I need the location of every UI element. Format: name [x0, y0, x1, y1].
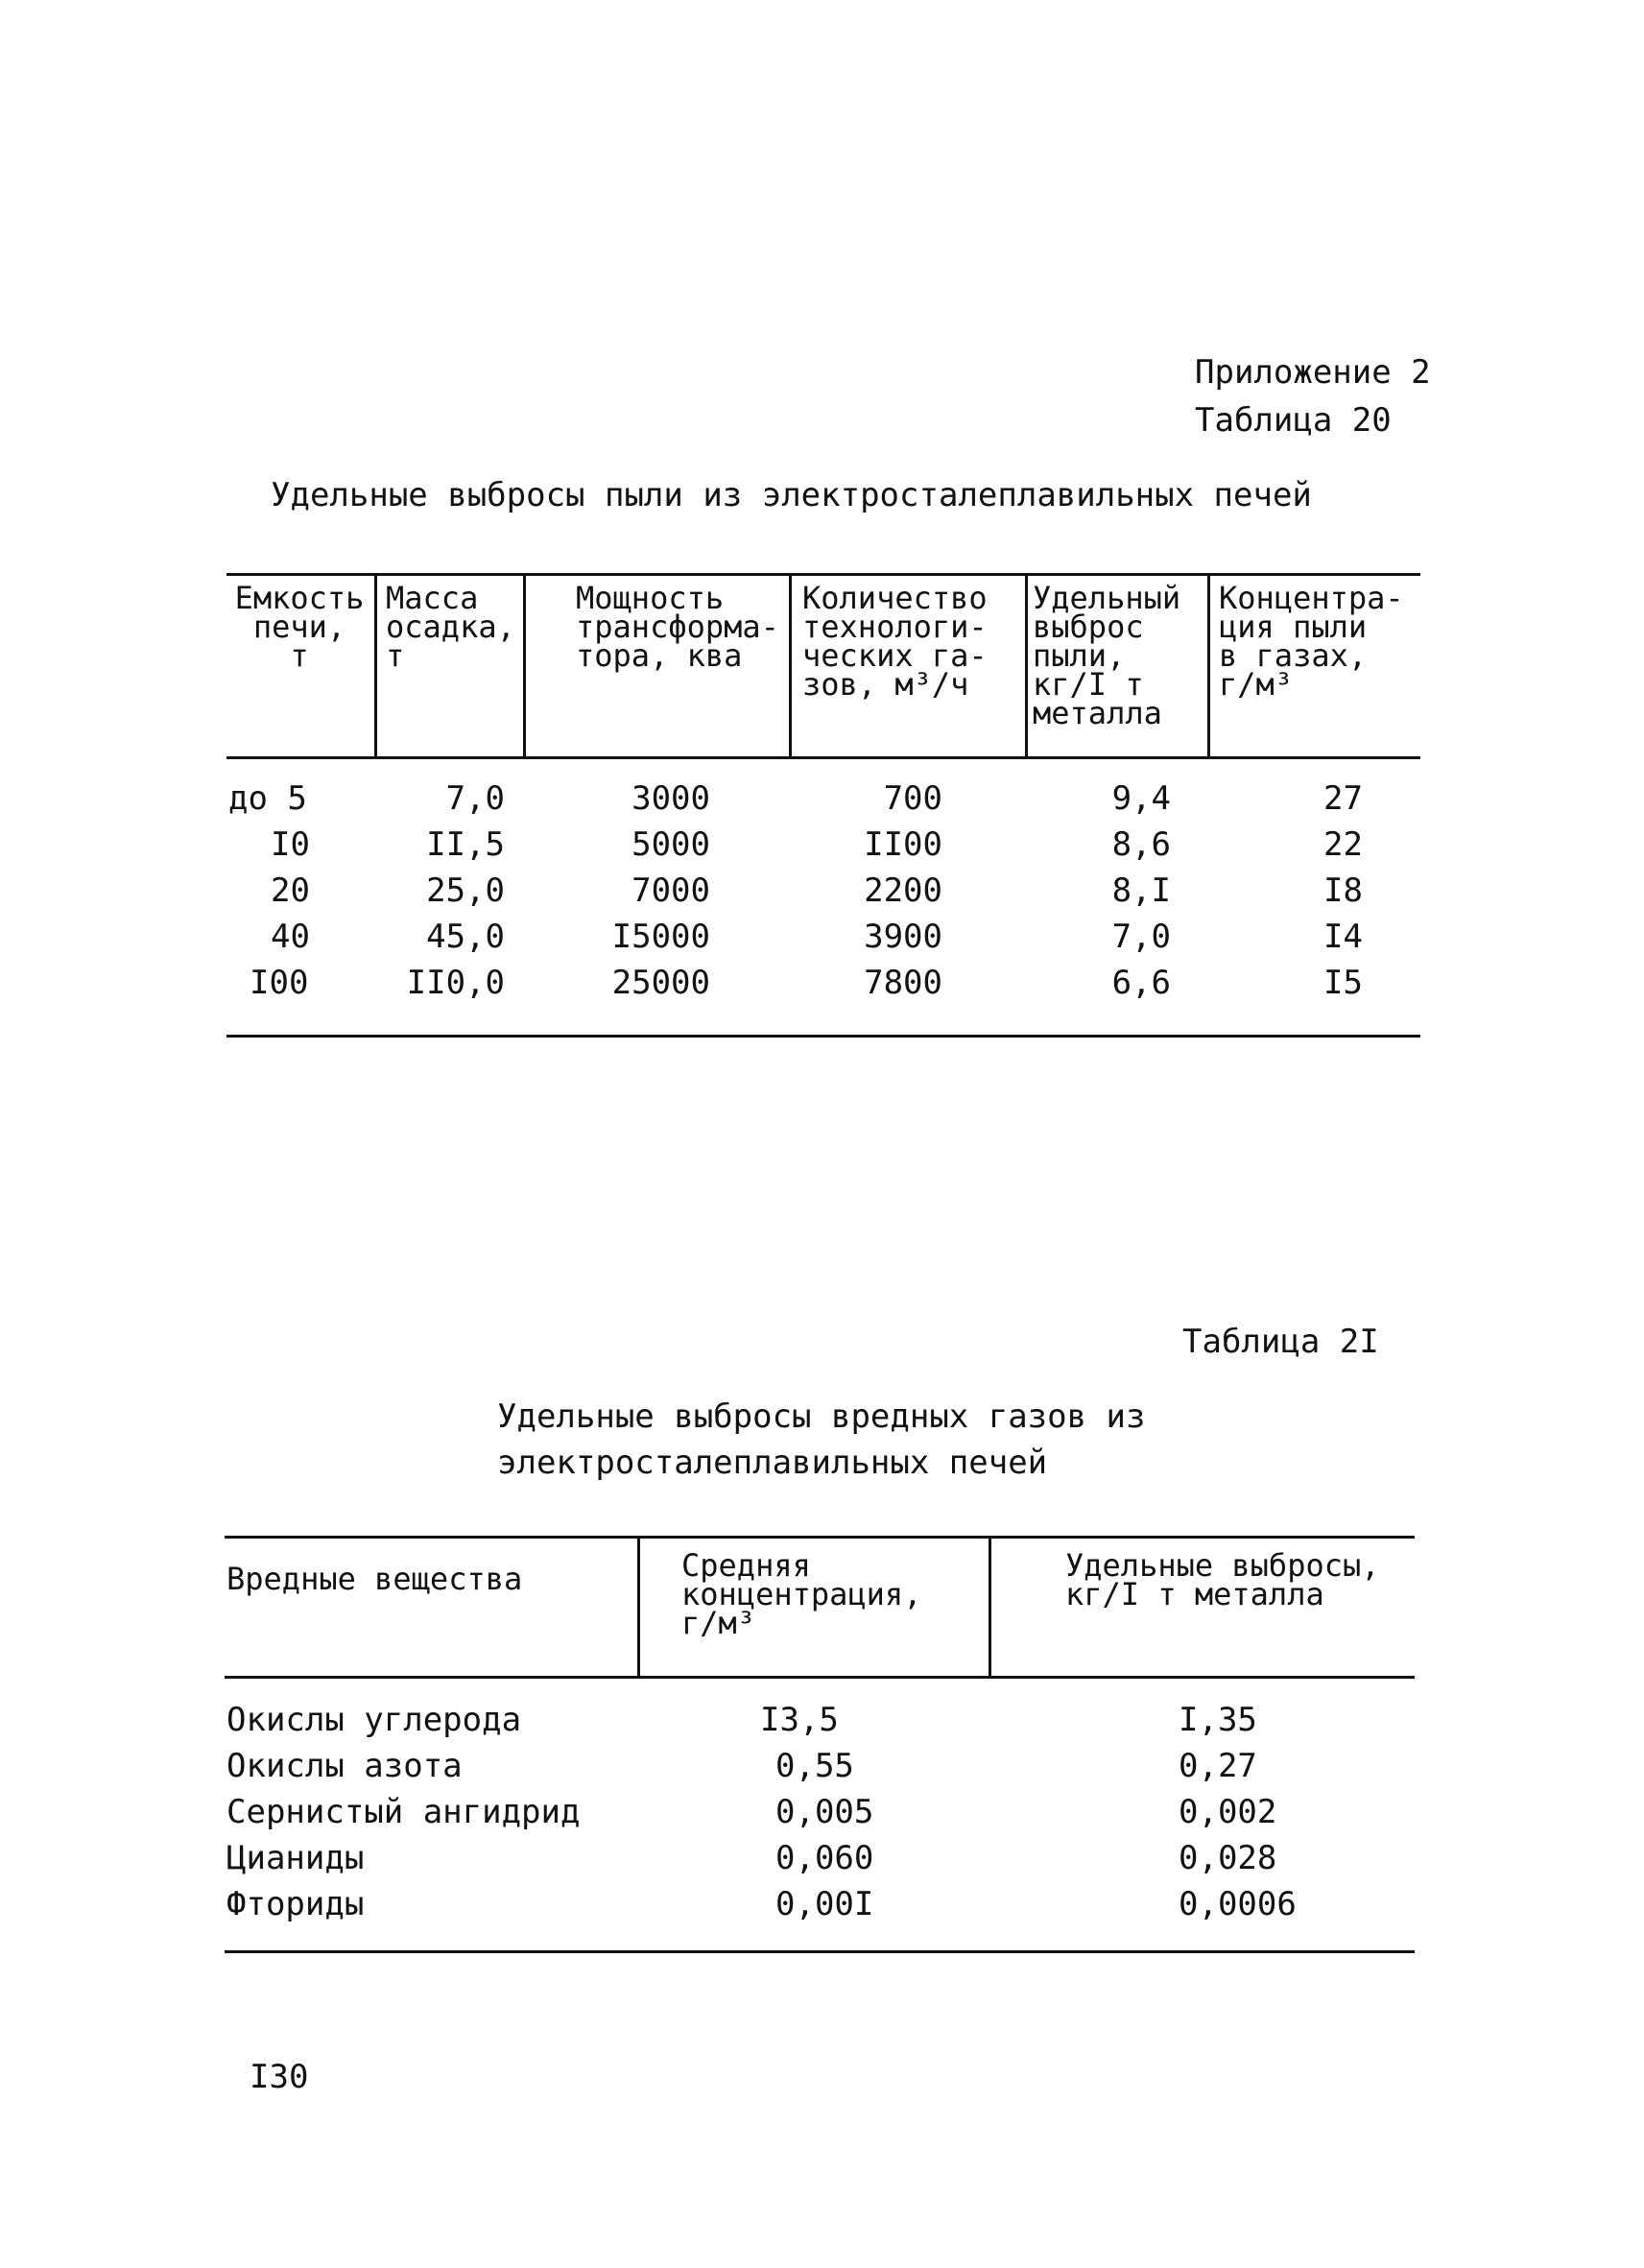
table20-header-power: Мощность трансформа- тора, ква — [576, 580, 779, 674]
table20-cell: I4 — [1323, 918, 1363, 956]
table20-header-mass: Масса осадка, т — [386, 580, 515, 674]
table20-cell: 3000 — [631, 779, 710, 818]
table21-cell: 0,55 — [775, 1747, 854, 1785]
table21-cell: Окислы углерода — [226, 1701, 522, 1739]
table21-cell: 0,060 — [775, 1839, 874, 1877]
table20-cell: II0,0 — [406, 964, 505, 1002]
table20-cell: 45,0 — [426, 918, 505, 956]
table20-col-divider — [1207, 576, 1210, 756]
table20-cell: 8,6 — [1111, 825, 1171, 864]
table20-bottom-rule — [226, 1035, 1420, 1038]
table20-header-gas-volume: Количество технологи- ческих га- зов, м³/ч — [802, 580, 988, 703]
table20-header-specific-emission: Удельный выброс пыли, кг/I т металла — [1033, 580, 1181, 731]
table20-cell: 8,I — [1111, 871, 1171, 910]
table20-header-capacity: Емкость печи, т — [234, 580, 365, 674]
table21-cell: 0,028 — [1179, 1839, 1277, 1877]
table20-cell: 7,0 — [445, 779, 505, 818]
table20-label: Таблица 20 — [1195, 401, 1392, 440]
table21-cell: 0,00I — [775, 1885, 874, 1923]
table20-cell: II,5 — [426, 825, 505, 864]
table20-cell: 22 — [1323, 825, 1363, 864]
table21-cell: 0,005 — [775, 1793, 874, 1831]
table21-label: Таблица 2I — [1182, 1323, 1379, 1361]
table21-title-line2: электросталеплавильных печей — [497, 1444, 1048, 1482]
table20-header-concentration: Концентра- ция пыли в газах, г/м³ — [1219, 580, 1404, 703]
table20-col-divider — [523, 576, 526, 756]
table21-col-divider — [989, 1539, 991, 1676]
table21-cell: Сернистый ангидрид — [226, 1793, 581, 1831]
table21-col-divider — [637, 1539, 640, 1676]
table20-top-rule — [226, 573, 1420, 576]
table20-cell: I00 — [250, 964, 309, 1002]
table21-header-concentration: Средняя концентрация, г/м³ — [681, 1547, 922, 1641]
table20-col-divider — [374, 576, 377, 756]
table20-cell: 5000 — [631, 825, 710, 864]
table20-cell: I0 — [271, 825, 310, 864]
table20-cell: 20 — [271, 871, 310, 910]
table21-cell: I,35 — [1179, 1701, 1257, 1739]
table21-cell: I3,5 — [760, 1701, 839, 1739]
table21-header-emissions: Удельные выбросы, кг/I т металла — [1065, 1547, 1380, 1612]
page-number: I30 — [250, 2058, 309, 2096]
table20-header-rule — [226, 756, 1420, 759]
appendix-label: Приложение 2 — [1195, 353, 1431, 392]
table20-cell: до 5 — [228, 779, 307, 818]
table20-cell: 27 — [1323, 779, 1363, 818]
table20-cell: 3900 — [864, 918, 942, 956]
table21-bottom-rule — [225, 1950, 1415, 1953]
table20-cell: 25000 — [611, 964, 710, 1002]
table20-cell: 25,0 — [426, 871, 505, 910]
table21-cell: Цианиды — [226, 1839, 365, 1877]
table20-cell: I5 — [1323, 964, 1363, 1002]
table20-cell: 2200 — [864, 871, 942, 910]
table20-col-divider — [789, 576, 792, 756]
table21-cell: 0,002 — [1179, 1793, 1277, 1831]
table20-title: Удельные выбросы пыли из электросталеплавильных печей — [271, 476, 1312, 514]
table20-cell: 9,4 — [1111, 779, 1171, 818]
table20-col-divider — [1025, 576, 1028, 756]
table21-header-rule — [225, 1676, 1415, 1679]
table20-cell: 6,6 — [1111, 964, 1171, 1002]
table21-cell: 0,27 — [1179, 1747, 1257, 1785]
table21-title-line1: Удельные выбросы вредных газов из — [497, 1397, 1146, 1436]
table21-header-substances: Вредные вещества — [226, 1561, 523, 1597]
table20-cell: 700 — [883, 779, 942, 818]
table20-cell: 7800 — [864, 964, 942, 1002]
table20-cell: 7,0 — [1111, 918, 1171, 956]
table20-cell: I5000 — [611, 918, 710, 956]
table20-cell: II00 — [864, 825, 942, 864]
table21-cell: 0,0006 — [1179, 1885, 1297, 1923]
table20-cell: 7000 — [631, 871, 710, 910]
table21-top-rule — [225, 1536, 1415, 1539]
table21-cell: Фториды — [226, 1885, 365, 1923]
table20-cell: I8 — [1323, 871, 1363, 910]
table21-cell: Окислы азота — [226, 1747, 463, 1785]
table20-cell: 40 — [271, 918, 310, 956]
